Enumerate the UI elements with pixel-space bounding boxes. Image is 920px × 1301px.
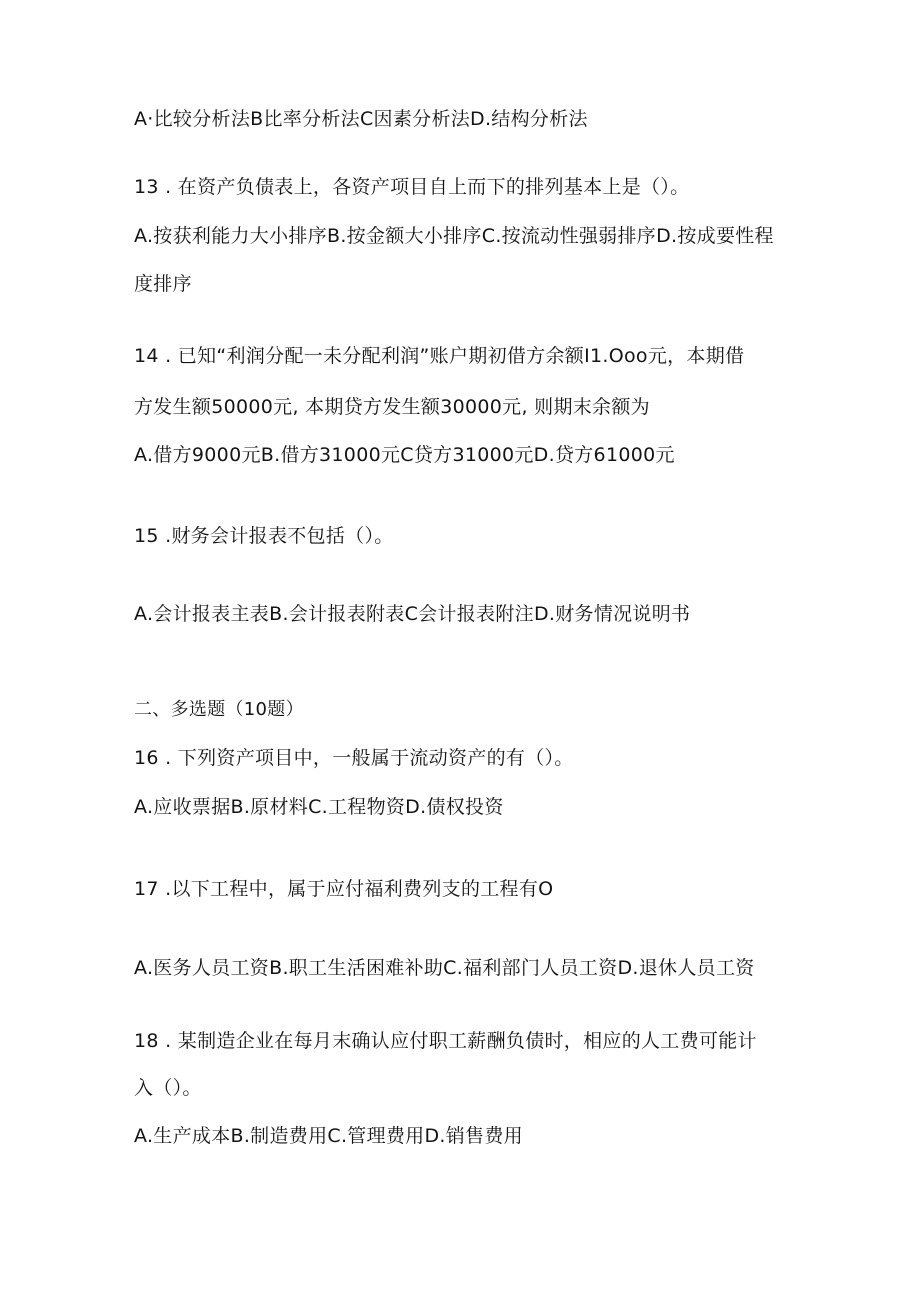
question-14-options: A.借方9000元B.借方31000元C贷方31000元D.贷方61000元 xyxy=(134,444,675,466)
question-17-options: A.医务人员工资B.职工生活困难补助C.福利部门人员工资D.退休人员工资 xyxy=(134,957,755,979)
question-18-stem-line-2: 入（）。 xyxy=(134,1077,202,1099)
question-15-options: A.会计报表主表B.会计报表附表C会计报表附注D.财务情况说明书 xyxy=(134,603,691,625)
question-16-options: A.应收票据B.原材料C.工程物资D.债权投资 xyxy=(134,796,504,818)
question-17-stem: 17 .以下工程中，属于应付福利费列支的工程有O xyxy=(134,878,554,900)
question-14-stem-line-2: 方发生额50000元, 本期贷方发生额30000元, 则期末余额为 xyxy=(134,396,650,418)
question-13-options-line-2: 度排序 xyxy=(134,273,192,295)
question-18-stem-line-1: 18 . 某制造企业在每月末确认应付职工薪酬负债时，相应的人工费可能计 xyxy=(134,1030,757,1052)
question-18-options: A.生产成本B.制造费用C.管理费用D.销售费用 xyxy=(134,1125,523,1147)
question-13-options-line-1: A.按获利能力大小排序B.按金额大小排序C.按流动性强弱排序D.按成要性程 xyxy=(134,225,774,247)
question-12-options: A·比较分析法B比率分析法C因素分析法D.结构分析法 xyxy=(134,108,588,130)
question-14-stem-line-1: 14 . 已知“利润分配一未分配利润”账户期初借方余额I1.Ooo元，本期借 xyxy=(134,345,745,367)
question-15-stem: 15 .财务会计报表不包括（）。 xyxy=(134,525,394,547)
question-16-stem: 16 . 下列资产项目中，一般属于流动资产的有（）。 xyxy=(134,747,574,769)
question-13-stem: 13 . 在资产负债表上，各资产项目自上而下的排列基本上是（）。 xyxy=(134,176,690,198)
section-heading-multiple-choice: 二、多选题（10题） xyxy=(134,699,304,720)
